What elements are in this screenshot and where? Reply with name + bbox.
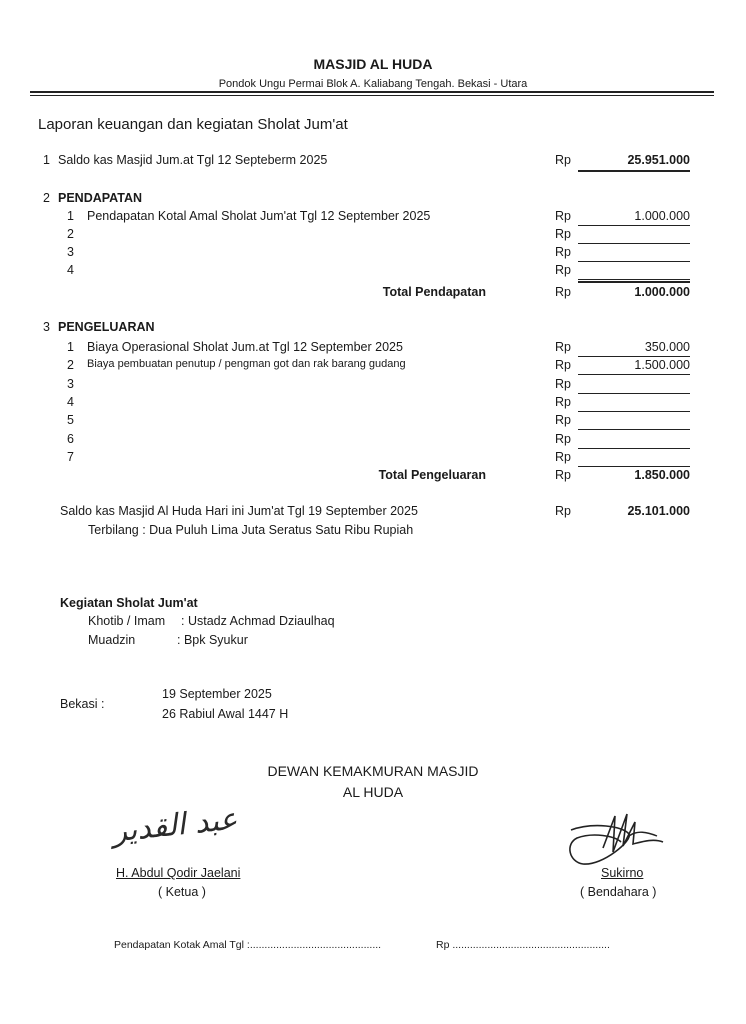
khotib-label: Khotib / Imam [88, 614, 166, 628]
section-number: 2 [43, 191, 50, 205]
amount-underline [578, 448, 690, 449]
saldo-akhir-amount: 25.101.000 [627, 504, 690, 518]
currency-label: Rp [555, 413, 571, 428]
total-pengeluaran-label: Total Pengeluaran [378, 468, 486, 482]
saldo-awal-amount: 25.951.000 [627, 153, 690, 167]
item-number: 2 [67, 358, 74, 373]
council-title: DEWAN KEMAKMURAN MASJID [267, 763, 479, 779]
total-pendapatan-amount: 1.000.000 [634, 285, 690, 299]
item-label: Biaya Operasional Sholat Jum.at Tgl 12 September 2025 [87, 340, 403, 354]
date-masehi: 19 September 2025 [162, 687, 272, 701]
amount-underline [578, 393, 690, 394]
footer-label: Pendapatan Kotak Amal Tgl :............................................. [114, 939, 382, 951]
header-divider-thin [30, 95, 714, 96]
item-number: 6 [67, 431, 74, 446]
total-pendapatan-label: Total Pendapatan [382, 285, 486, 299]
pengeluaran-heading: PENGELUARAN [58, 320, 155, 334]
terbilang-text: Terbilang : Dua Puluh Lima Juta Seratus Satu Ribu Rupiah [88, 523, 414, 537]
currency-label: Rp [555, 504, 571, 518]
currency-label: Rp [555, 209, 571, 223]
amount-underline [578, 170, 690, 172]
mosque-address: Pondok Ungu Permai Blok A. Kaliabang Tengah. Bekasi - Utara [218, 78, 528, 90]
header-divider [30, 91, 714, 93]
amount-underline [578, 411, 690, 412]
pendapatan-heading: PENDAPATAN [58, 191, 143, 205]
amount-underline [578, 356, 690, 357]
currency-label: Rp [555, 245, 571, 259]
item-number: 7 [67, 449, 74, 464]
kegiatan-heading: Kegiatan Sholat Jum'at [60, 596, 198, 610]
amount-underline [578, 261, 690, 262]
place-label: Bekasi : [60, 697, 105, 711]
council-subtitle: AL HUDA [342, 784, 404, 800]
item-label: Pendapatan Kotal Amal Sholat Jum'at Tgl 12 September 2025 [87, 209, 431, 223]
item-number: 3 [67, 245, 74, 259]
currency-label: Rp [555, 285, 571, 299]
currency-label: Rp [555, 468, 571, 482]
currency-label: Rp [555, 263, 571, 277]
ketua-name: H. Abdul Qodir Jaelani [116, 866, 241, 880]
currency-label: Rp [555, 394, 571, 409]
amount-underline [578, 279, 690, 280]
amount-underline [578, 466, 690, 467]
signature-arabic-ketua: عبد القدير [110, 801, 240, 850]
item-number: 1 [67, 340, 74, 354]
saldo-akhir-label: Saldo kas Masjid Al Huda Hari ini Jum'at Tgl 19 September 2025 [60, 504, 418, 518]
amount-underline [578, 429, 690, 430]
bendahara-name: Sukirno [601, 866, 644, 880]
section-number: 1 [43, 153, 50, 167]
khotib-value: : Ustadz Achmad Dziaulhaq [181, 614, 335, 628]
ketua-role: ( Ketua ) [158, 885, 206, 899]
amount-underline [578, 243, 690, 244]
item-number: 4 [67, 394, 74, 409]
total-pengeluaran-amount: 1.850.000 [634, 468, 690, 482]
currency-label: Rp [555, 376, 571, 391]
date-hijri: 26 Rabiul Awal 1447 H [162, 707, 289, 721]
item-number: 5 [67, 413, 74, 428]
amount-underline [578, 225, 690, 226]
item-number: 1 [67, 209, 74, 223]
item-label: Biaya pembuatan penutup / pengman got dan rak barang gudang [87, 358, 406, 371]
currency-label: Rp [555, 358, 571, 373]
currency-label: Rp [555, 340, 571, 354]
muadzin-label: Muadzin [88, 633, 136, 647]
currency-label: Rp [555, 449, 571, 464]
total-underline [578, 281, 690, 283]
footer-rp: Rp ...................................................... [436, 939, 610, 951]
amount-underline [578, 374, 690, 375]
section-number: 3 [43, 320, 50, 334]
item-number: 3 [67, 376, 74, 391]
saldo-awal-label: Saldo kas Masjid Jum.at Tgl 12 Septeberm 2025 [58, 153, 328, 167]
item-amount: 1.000.000 [634, 209, 690, 223]
item-amount: 350.000 [644, 340, 690, 354]
mosque-title: MASJID AL HUDA [313, 56, 433, 72]
item-amount: 1.500.000 [634, 358, 690, 373]
currency-label: Rp [555, 153, 571, 167]
currency-label: Rp [555, 227, 571, 241]
bendahara-role: ( Bendahara ) [580, 885, 657, 899]
item-number: 2 [67, 227, 74, 241]
muadzin-value: : Bpk Syukur [177, 633, 248, 647]
report-title: Laporan keuangan dan kegiatan Sholat Jum'at [38, 116, 348, 133]
currency-label: Rp [555, 431, 571, 446]
item-number: 4 [67, 263, 74, 277]
